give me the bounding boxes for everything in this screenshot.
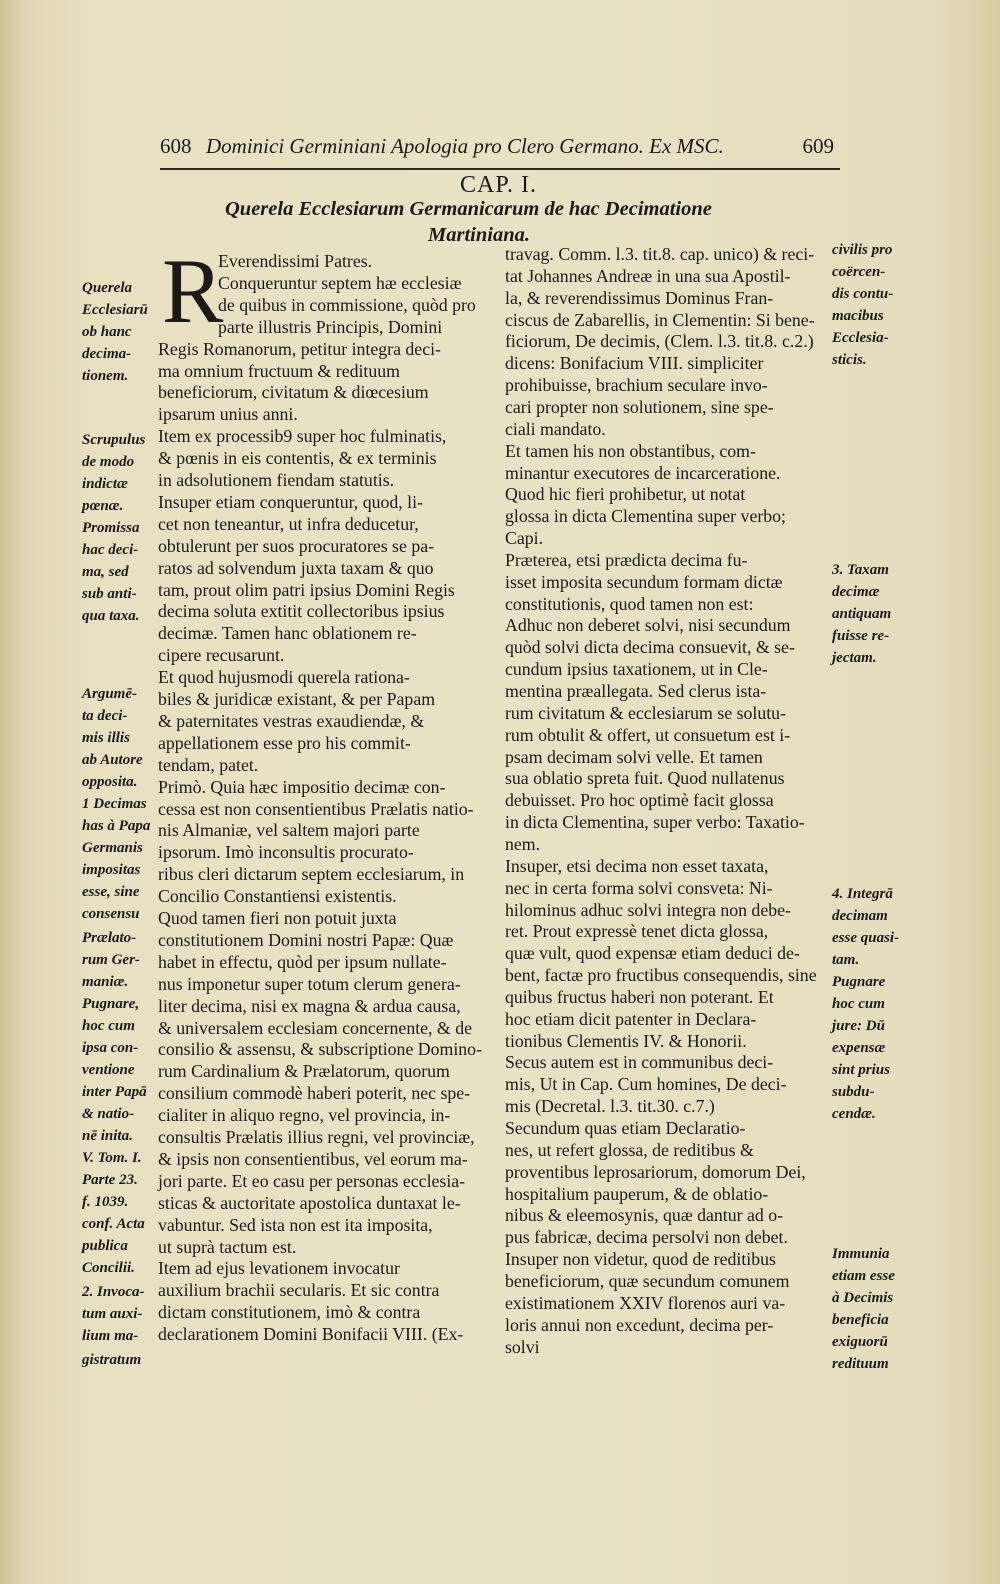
right-margin-note: cendæ. bbox=[832, 1106, 876, 1122]
right-column-line: debuisset. Pro hoc optimè facit glossa bbox=[505, 790, 774, 811]
left-margin-note: Germanis bbox=[82, 840, 143, 856]
left-column-line: Insuper etiam conqueruntur, quod, li- bbox=[158, 491, 423, 512]
left-margin-note: rum Ger- bbox=[82, 952, 140, 968]
left-column-line: cessa est non consentientibus Prælatis natio- bbox=[158, 798, 474, 819]
right-margin-note: subdu- bbox=[832, 1084, 875, 1100]
left-margin-note: lium ma- bbox=[82, 1328, 139, 1344]
left-column-line: ipsarum unius anni. bbox=[158, 404, 298, 425]
left-margin-note: Argumē- bbox=[82, 686, 138, 702]
left-margin-note: pœnæ. bbox=[82, 498, 124, 514]
left-margin-note: inter Papā bbox=[82, 1084, 147, 1100]
left-column-line: cialiter in aliquo regno, vel provincia, in- bbox=[158, 1105, 451, 1126]
left-margin-note: de modo bbox=[82, 454, 135, 470]
left-column-line: ut suprà tactum est. bbox=[158, 1236, 297, 1257]
right-column-line: Secundum quas etiam Declaratio- bbox=[505, 1118, 746, 1138]
left-column-line: consilium commodè haberi poterit, nec spe- bbox=[158, 1083, 471, 1104]
left-margin-note: qua taxa. bbox=[82, 608, 140, 624]
right-column-line: la, & reverendissimus Dominus Fran- bbox=[505, 287, 774, 308]
left-margin-note: decima- bbox=[82, 346, 132, 362]
left-column-line: obtulerunt per suos procuratores se pa- bbox=[158, 535, 435, 556]
left-margin-note: ventione bbox=[82, 1062, 135, 1078]
left-margin-note: Querela bbox=[82, 280, 132, 296]
right-margin-note: jectam. bbox=[832, 650, 877, 666]
left-column-line: rum Cardinalium & Prælatorum, quorum bbox=[158, 1061, 450, 1082]
left-margin-note: nē inita. bbox=[82, 1128, 133, 1144]
left-margin-note: indictæ bbox=[82, 476, 128, 492]
drop-cap: R bbox=[162, 240, 224, 342]
left-column-line: sticas & auctoritate apostolica duntaxat le- bbox=[158, 1192, 461, 1213]
left-margin-note: opposita. bbox=[82, 774, 138, 790]
right-margin-note: jure: Dū bbox=[832, 1018, 885, 1034]
left-column-line: Quod tamen fieri non potuit juxta bbox=[158, 908, 397, 928]
left-column-line: Et quod hujusmodi querela rationa- bbox=[158, 667, 410, 688]
left-column-line: vabuntur. Sed ista non est ita imposita, bbox=[158, 1214, 433, 1235]
right-column-line: psam decimam solvi velle. Et tamen bbox=[505, 746, 763, 767]
right-column-line: travag. Comm. l.3. tit.8. cap. unico) & reci- bbox=[505, 244, 815, 264]
left-margin-note: hoc cum bbox=[82, 1018, 135, 1034]
left-column-line: habet in effectu, quòd per ipsum nullate- bbox=[158, 951, 447, 972]
left-column-line: tendam, patet. bbox=[158, 754, 259, 775]
right-column-line: Insuper, etsi decima non esset taxata, bbox=[505, 855, 769, 876]
left-margin-note: tum auxi- bbox=[82, 1306, 143, 1322]
right-column-line: nibus & eleemosynis, quæ dantur ad o- bbox=[505, 1205, 784, 1226]
right-column-line: Et tamen his non obstantibus, com- bbox=[505, 440, 756, 461]
right-column-line: rum civitatum & ecclesiarum se solutu- bbox=[505, 702, 786, 723]
chapter-title-line-2: Martiniana. bbox=[428, 224, 530, 246]
left-column-line: Everendissimi Patres. bbox=[218, 251, 373, 271]
right-column-line: rum obtulit & offert, ut consuetum est i- bbox=[505, 724, 791, 745]
left-margin-note: hac deci- bbox=[82, 542, 139, 558]
right-column-line: hoc etiam dicit patenter in Declara- bbox=[505, 1008, 757, 1029]
left-margin-note: & natio- bbox=[82, 1106, 135, 1122]
right-column-line: mis, Ut in Cap. Cum homines, De deci- bbox=[505, 1074, 787, 1095]
left-margin-note: gistratum bbox=[82, 1352, 142, 1368]
right-column-line: nec in certa forma solvi consveta: Ni- bbox=[505, 877, 773, 898]
left-column-line: consilio & assensu, & subscriptione Domino- bbox=[158, 1039, 482, 1060]
left-margin-note: conf. Acta bbox=[82, 1216, 145, 1232]
left-column-line: parte illustris Principis, Domini bbox=[218, 316, 443, 337]
left-margin-note: 2. Invoca- bbox=[82, 1284, 145, 1300]
right-margin-note: fuisse re- bbox=[832, 628, 890, 644]
right-column-line: Adhuc non deberet solvi, nisi secundum bbox=[505, 615, 791, 636]
right-margin-note: decimam bbox=[832, 908, 888, 924]
right-column-line: pus fabricæ, decima persolvi non debet. bbox=[505, 1227, 788, 1248]
right-column-line: quòd solvi dicta decima consuevit, & se- bbox=[505, 637, 795, 658]
right-margin-note: tam. bbox=[832, 952, 860, 968]
right-margin-note: hoc cum bbox=[832, 996, 885, 1012]
left-column-line: Item ex processib9 super hoc fulminatis, bbox=[158, 426, 447, 447]
right-column-line: cundum ipsius taxationem, ut in Cle- bbox=[505, 659, 768, 680]
left-column-line: dictam constitutionem, imò & contra bbox=[158, 1302, 421, 1323]
right-column-line: mis (Decretal. l.3. tit.30. c.7.) bbox=[505, 1096, 715, 1117]
right-column-line: constitutionis, quod tamen non est: bbox=[505, 593, 754, 614]
left-column-line: jori parte. Et eo casu per personas ecclesia- bbox=[158, 1170, 466, 1191]
right-margin-note: Pugnare bbox=[832, 974, 886, 990]
right-column-line: tionibus Clementis IV. & Honorii. bbox=[505, 1030, 747, 1051]
left-margin-note: V. Tom. I. bbox=[82, 1150, 142, 1166]
left-column-line: nus imponetur super totum clerum genera- bbox=[158, 973, 461, 994]
left-margin-note: ipsa con- bbox=[82, 1040, 139, 1056]
left-margin-note: ta deci- bbox=[82, 708, 128, 724]
running-header bbox=[160, 134, 840, 170]
left-column-line: Conqueruntur septem hæ ecclesiæ bbox=[218, 272, 462, 293]
right-column-line: quibus fructus haberi non poterant. Et bbox=[505, 986, 774, 1007]
left-margin-note: ma, sed bbox=[82, 564, 129, 580]
right-margin-note: 3. Taxam bbox=[832, 562, 889, 578]
right-column-line: ciali mandato. bbox=[505, 418, 606, 439]
right-column-line: Quod hic fieri prohibetur, ut notat bbox=[505, 484, 746, 505]
right-margin-note: decimæ bbox=[832, 584, 880, 600]
left-column-line: decimæ. Tamen hanc oblationem re- bbox=[158, 623, 417, 644]
right-margin-note: civilis pro bbox=[832, 242, 893, 258]
right-margin-note: beneficia bbox=[832, 1312, 889, 1328]
right-column-line: ciscus de Zabarellis, in Clementin: Si bene- bbox=[505, 309, 815, 330]
left-margin-note: tionem. bbox=[82, 368, 129, 384]
right-margin-note: expensæ bbox=[832, 1040, 886, 1056]
left-column-line: ma omnium fructuum & redituum bbox=[158, 360, 400, 381]
right-column-line: prohibuisse, brachium seculare invo- bbox=[505, 375, 768, 396]
right-margin-note: Immunia bbox=[832, 1246, 890, 1262]
running-title: Dominici Germiniani Apologia pro Clero Germano. Ex MSC. bbox=[206, 134, 724, 158]
right-column-line: ret. Prout expressè tenet dicta glossa, bbox=[505, 921, 769, 942]
left-column-line: & paternitates vestras exaudiendæ, & bbox=[158, 710, 425, 731]
left-column-line: Regis Romanorum, petitur integra deci- bbox=[158, 338, 441, 359]
left-column-line: constitutionem Domini nostri Papæ: Quæ bbox=[158, 929, 454, 950]
left-column-line: ipsorum. Imò inconsultis procurato- bbox=[158, 842, 414, 863]
left-margin-note: consensu bbox=[82, 906, 140, 922]
left-margin-note: sub anti- bbox=[82, 586, 137, 602]
left-margin-note: ab Autore bbox=[82, 752, 143, 768]
right-column-line: proventibus leprosariorum, domorum Dei, bbox=[505, 1161, 806, 1182]
left-column-line: nis Almaniæ, vel saltem majori parte bbox=[158, 820, 420, 841]
chapter-number: CAP. I. bbox=[460, 172, 538, 198]
right-margin-note: esse quasi- bbox=[832, 930, 900, 946]
page-number-right: 609 bbox=[802, 134, 834, 158]
left-column-line: & ipsis non consentientibus, vel eorum ma- bbox=[158, 1148, 468, 1169]
right-column-line: Præterea, etsi prædicta decima fu- bbox=[505, 549, 748, 570]
left-column-line: in adsolutionem fiendam statutis. bbox=[158, 470, 395, 490]
right-column-line: Secus autem est in communibus deci- bbox=[505, 1052, 774, 1073]
right-margin-note: etiam esse bbox=[832, 1268, 895, 1284]
right-column-line: loris annui non excedunt, decima per- bbox=[505, 1314, 774, 1335]
left-margin-note: publica bbox=[82, 1238, 128, 1254]
left-column-line: cipere recusarunt. bbox=[158, 645, 285, 666]
chapter-title-line-1: Querela Ecclesiarum Germanicarum de hac Decimatione bbox=[225, 198, 712, 220]
right-column-line: minantur executores de incarceratione. bbox=[505, 462, 781, 483]
right-margin-note: sint prius bbox=[832, 1062, 890, 1078]
left-margin-note: Pugnare, bbox=[82, 996, 140, 1012]
right-margin-note: dis contu- bbox=[832, 286, 894, 302]
left-margin-note: 1 Decimas bbox=[82, 796, 147, 812]
left-margin-note: impositas bbox=[82, 862, 141, 878]
right-margin-note: redituum bbox=[832, 1356, 889, 1372]
right-column-line: ficiorum, De decimis, (Clem. l.3. tit.8. c.2.) bbox=[505, 331, 814, 352]
left-margin-note: Prælato- bbox=[82, 930, 137, 946]
right-margin-note: macibus bbox=[832, 308, 884, 324]
left-margin-note: Ecclesiarū bbox=[82, 302, 148, 318]
right-column-line: sua oblatio spreta fuit. Quod nullatenus bbox=[505, 768, 785, 789]
left-column-line: appellationem esse pro his commit- bbox=[158, 732, 411, 753]
right-column-line: existimationem XXIV florenos auri va- bbox=[505, 1292, 786, 1313]
right-column-line: beneficiorum, quæ secundum comunem bbox=[505, 1270, 790, 1291]
left-column-line: Item ad ejus levationem invocatur bbox=[158, 1258, 400, 1279]
right-margin-note: exiguorū bbox=[832, 1334, 888, 1350]
left-column-line: decima soluta extitit collectoribus ipsius bbox=[158, 601, 445, 622]
right-margin-note: 4. Integrā bbox=[832, 886, 893, 902]
left-column-line: beneficiorum, civitatum & diœcesium bbox=[158, 382, 429, 403]
left-column-line: auxilium brachii secularis. Et sic contra bbox=[158, 1280, 440, 1301]
left-column-line: & pœnis in eis contentis, & ex terminis bbox=[158, 448, 437, 469]
right-column-line: glossa in dicta Clementina super verbo; bbox=[505, 506, 786, 527]
right-column-line: solvi bbox=[505, 1336, 540, 1357]
left-column-line: Primò. Quia hæc impositio decimæ con- bbox=[158, 776, 446, 797]
right-column-line: Insuper non videtur, quod de reditibus bbox=[505, 1249, 776, 1270]
left-margin-note: mis illis bbox=[82, 730, 130, 746]
left-margin-note: ob hanc bbox=[82, 324, 132, 340]
right-column-line: tat Johannes Andreæ in una sua Apostil- bbox=[505, 265, 791, 286]
right-column-line: dicens: Bonifacium VIII. simpliciter bbox=[505, 353, 764, 374]
left-margin-note: Parte 23. bbox=[82, 1172, 138, 1188]
left-margin-note: has à Papa bbox=[82, 818, 151, 834]
right-margin-note: coërcen- bbox=[832, 264, 886, 280]
right-column-line: quæ vult, quod expensæ etiam deduci de- bbox=[505, 943, 800, 964]
right-column-line: hilominus adhuc solvi integra non debe- bbox=[505, 899, 791, 920]
left-column-line: de quibus in commissione, quòd pro bbox=[218, 294, 476, 315]
right-column-line: mentina præallegata. Sed clerus ista- bbox=[505, 681, 767, 701]
right-column-line: hospitalium pauperum, & de oblatio- bbox=[505, 1183, 769, 1204]
right-margin-note: sticis. bbox=[832, 352, 867, 368]
right-margin-note: antiquam bbox=[832, 606, 892, 622]
left-margin-note: Promissa bbox=[82, 520, 140, 536]
left-column-line: consultis Prælatis illius regni, vel provinciæ, bbox=[158, 1127, 475, 1147]
left-column-line: ribus cleri dictarum septem ecclesiarum, in bbox=[158, 864, 465, 885]
left-column-line: declarationem Domini Bonifacii VIII. (Ex- bbox=[158, 1324, 464, 1345]
left-column-line: ratos ad solvendum juxta taxam & quo bbox=[158, 557, 434, 578]
left-column-line: & universalem ecclesiam concernente, & de bbox=[158, 1017, 472, 1038]
left-column-line: tam, prout olim patri ipsius Domini Regis bbox=[158, 579, 455, 600]
left-margin-note: Scrupulus bbox=[82, 432, 146, 448]
left-margin-note: esse, sine bbox=[82, 884, 140, 900]
left-column-line: liter decima, nisi ex magna & ardua causa, bbox=[158, 995, 461, 1016]
right-column-line: bent, factæ pro fructibus consequendis, sine bbox=[505, 965, 817, 986]
right-column-line: isset imposita secundum formam dictæ bbox=[505, 571, 783, 592]
left-column-line: cet non teneantur, ut infra deducetur, bbox=[158, 513, 419, 534]
right-column-line: Capi. bbox=[505, 528, 544, 549]
right-column-line: nem. bbox=[505, 833, 541, 854]
left-margin-note: Concilii. bbox=[82, 1260, 135, 1276]
left-column-line: biles & juridicæ existant, & per Papam bbox=[158, 689, 436, 709]
page-number-left: 608 bbox=[160, 134, 192, 158]
right-column-line: cari propter non solutionem, sine spe- bbox=[505, 396, 774, 417]
left-margin-note: f. 1039. bbox=[82, 1194, 129, 1210]
left-column-line: Concilio Constantiensi existentis. bbox=[158, 886, 397, 907]
left-margin-note: maniæ. bbox=[82, 974, 129, 990]
right-margin-note: Ecclesia- bbox=[832, 330, 889, 346]
right-margin-note: à Decimis bbox=[832, 1290, 894, 1306]
right-column-line: in dicta Clementina, super verbo: Taxatio- bbox=[505, 812, 805, 833]
right-column-line: nes, ut refert glossa, de reditibus & bbox=[505, 1139, 754, 1160]
